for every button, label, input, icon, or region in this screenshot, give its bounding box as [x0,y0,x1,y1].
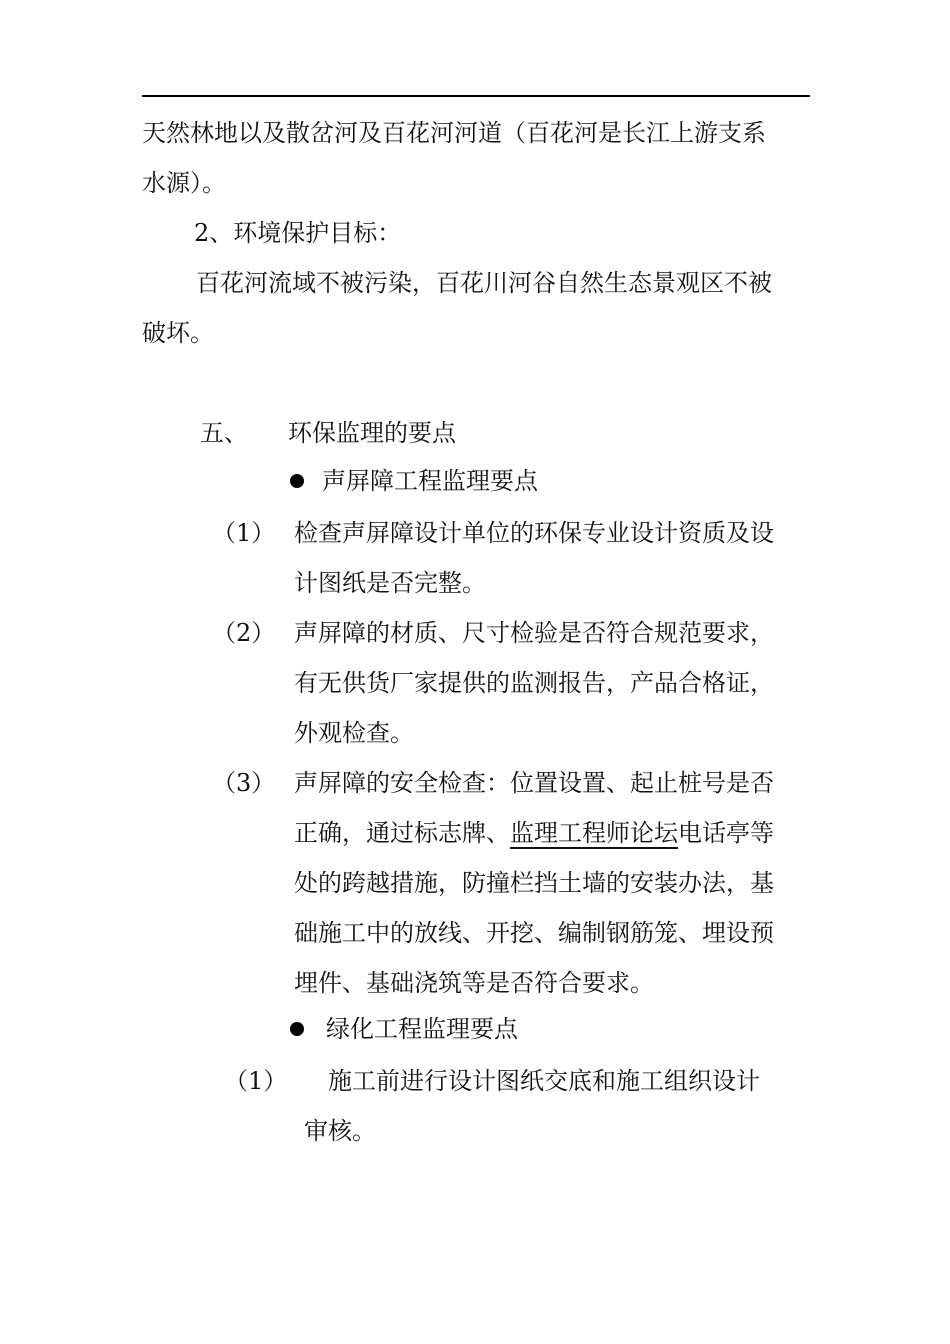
item-heading: 2、环境保护目标： [194,219,402,247]
forum-link[interactable]: 监理工程师论坛 [510,819,678,847]
list-item-line: 处的跨越措施，防撞栏挡土墙的安装办法，基 [294,869,774,897]
list-number: （1） [212,519,276,547]
list-item-line: 计图纸是否完整。 [294,569,486,597]
list-number: （1） [224,1067,288,1095]
list-number: （3） [212,769,276,797]
list-item-line [294,818,774,848]
list-item-line: 声屏障的材质、尺寸检验是否符合规范要求， [294,619,774,647]
paragraph-line: 破坏。 [142,319,214,347]
text-span: 正确，通过标志牌、 [294,819,510,847]
list-item-line: 审核。 [304,1117,376,1145]
section-title: 环保监理的要点 [288,419,456,447]
list-item-line: 外观检查。 [294,719,414,747]
bullet-icon [290,1022,304,1036]
subsection-heading: 绿化工程监理要点 [326,1015,518,1043]
paragraph-line: 水源）。 [142,169,226,197]
list-item-line: 有无供货厂家提供的监测报告，产品合格证， [294,669,774,697]
list-item-line: 施工前进行设计图纸交底和施工组织设计 [328,1067,760,1095]
subsection-heading: 声屏障工程监理要点 [322,467,538,495]
paragraph-line: 百花河流域不被污染，百花川河谷自然生态景观区不被 [196,269,772,297]
text-span: 电话亭等 [678,819,774,847]
list-item-line: 础施工中的放线、开挖、编制钢筋笼、埋设预 [294,919,774,947]
paragraph-line: 天然林地以及散岔河及百花河河道（百花河是长江上游支系 [142,119,766,147]
list-item-line: 声屏障的安全检查：位置设置、起止桩号是否 [294,769,774,797]
list-number: （2） [212,619,276,647]
bullet-icon [290,474,304,488]
header-rule [142,95,810,97]
list-item-line: 埋件、基础浇筑等是否符合要求。 [294,969,654,997]
section-number: 五、 [200,419,248,447]
list-item-line: 检查声屏障设计单位的环保专业设计资质及设 [294,519,774,547]
